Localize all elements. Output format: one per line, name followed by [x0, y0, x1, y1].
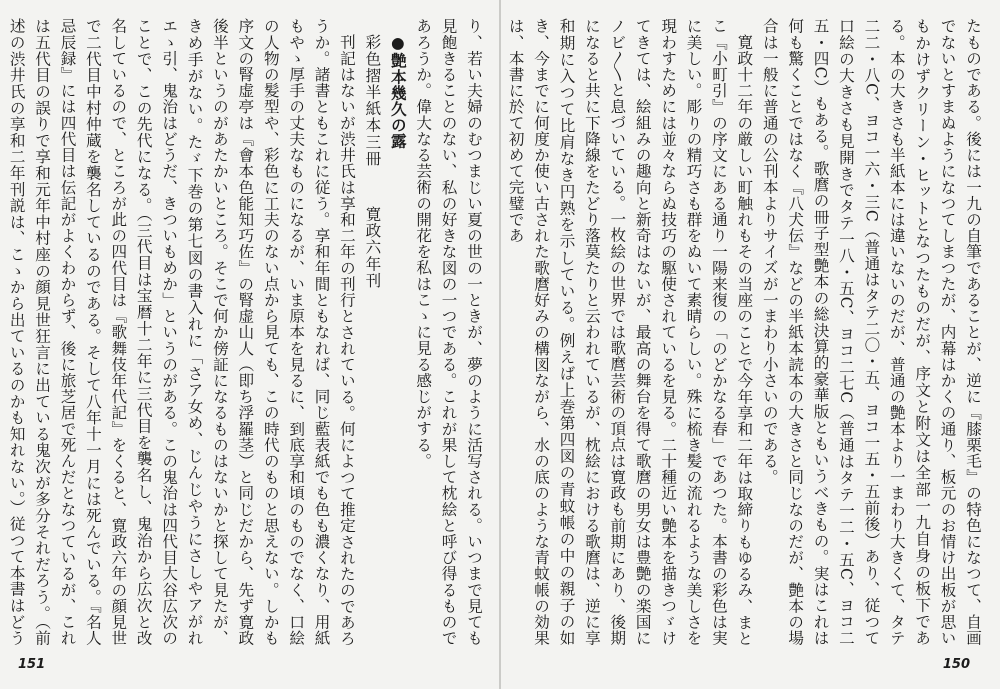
- book-date: 寛政六年刊: [363, 205, 382, 289]
- page-number-left: 151: [18, 657, 46, 672]
- page-gutter: [499, 0, 501, 689]
- book-format: 彩色摺半紙本三冊: [363, 33, 382, 167]
- book-entry: [359, 18, 384, 646]
- right-page-text: [506, 18, 985, 646]
- left-page: [7, 18, 486, 646]
- left-page-text: [7, 18, 486, 646]
- section-heading-line: [384, 18, 409, 646]
- right-page: [506, 18, 985, 646]
- body-paragraph: 刊記はないが渋井氏は享和二年の刊行とされている。何によつて推定されたのであろうか。諸書ともこれに従う。享和年間ともなれば、同じ藍表紙でも色も濃くなり、用紙もやゝ厚手の丈夫なものになるが、いま原本を見るに、到底享和頃のものでなく、口絵の人物の髪型や、彩色に工夫のない点から見ても、この時代のものと思えない。しかも序文の腎虚亭は『會本色能知巧佐』の腎虚山人（即ち浮羅茎）と同じだから、先ず寛政後半というのがあたかいところ。そこで何か傍証になるものはないかと探して見たが、きめ手がない。たゞ下巻の第七図の書入れに「さア女め、じんじやうにさしやアがれエゝ引、鬼治はどうだ、きついもめか」というのがある。この鬼治は四代目大谷広次のことで、この先代になる。（三代目は宝暦十二年に三代目を襲名し、鬼治から広次と改名しているので、ところが此の四代目は『歌舞伎年代記』をくると、寛政六年の顔見世で二代目中村仲蔵を襲名しているのである。そして八年十一月には死んでいる。『名人忌辰録』には四代目は伝記がよくわからず、後に旅芝居で死んだとなつているが、これは五代目の誤りで享和元年中村座の顔見世狂言に出ている鬼次が多分それだろう。（前述の渋井氏の享和二年刊説は、こゝから出ているのかも知れない。）従つて本書はどう: [7, 18, 356, 646]
- body-paragraph: たものである。後には一九の自筆であることが、逆に『膝栗毛』の特色になつて、自画でないとすまぬようになつてしまつたが、内幕はかくの通り、板元のお情け出板が思いもかけずクリーン・ヒットとなつたものだが、序文と附文は全部一九自身の板下である。本の大きさも半紙本には違いないのだが、普通の艶本より一まわり大きくて、タテ二二・八C、ヨコ一六・三C（普通はタテ二〇・五、ヨコ一五・五前後）あり、従つて口絵の大きさも見開きでタテ一八・五C、ヨコ二七C（普通はタテ一二・五C、ヨコ二五・四C）もある。歌麿の冊子型艶本の総決算的豪華版ともいうべきもの。実はこれは何も驚くことではなく『八犬伝』などの半紙本読本の大きさと同じなのだが、艶本の場合は一般に普通の公刊本よりサイズが一まわり小さいのである。: [760, 18, 982, 646]
- page-number-right: 150: [942, 657, 970, 672]
- section-heading: ●艶本幾久の露: [388, 33, 407, 149]
- body-paragraph: 寛政十二年の厳しい町触れもその当座のことで今年享和二年は取締りもゆるみ、まとこ『小町引』の序文にある通り一陽来復の「のどかなる春」であつた。本書の彩色は実に美しい。彫りの精巧さも群をぬいて素晴らしい。殊に梳き髪の流れるような美しさを現わすためには並々ならぬ技巧の駆使されているを見る。二十種近い艶本を描きつゞけてきては、絵組みの趣向と新奇はないが、最高の舞台を得て歌麿の男女は豊艶の楽国にノビ〳〵と息づいている。一枚絵の世界では歌麿芸術の頂点は寛政も前期にあり、後期になると共に下降線をたどり落莫たりと云われているが、枕絵における歌麿は、逆に享和期に入つて比肩なき円熟を示している。例えば上巻第四図の青蚊帳の中の親子の如き、今までに何度か使い古された歌麿好みの構図ながら、水の底のような青蚊帳の効果は、本書に於て初めて完璧であ: [506, 18, 754, 646]
- body-paragraph: り、若い夫婦のむつまじい夏の世の一ときが、夢のように活写される。いつまで見ても見飽きることのない、私の好きな図の一つである。これが果して枕絵と呼び得るものであろうか。偉大なる芸術の開花を私はこゝに見る感じがする。: [414, 18, 483, 646]
